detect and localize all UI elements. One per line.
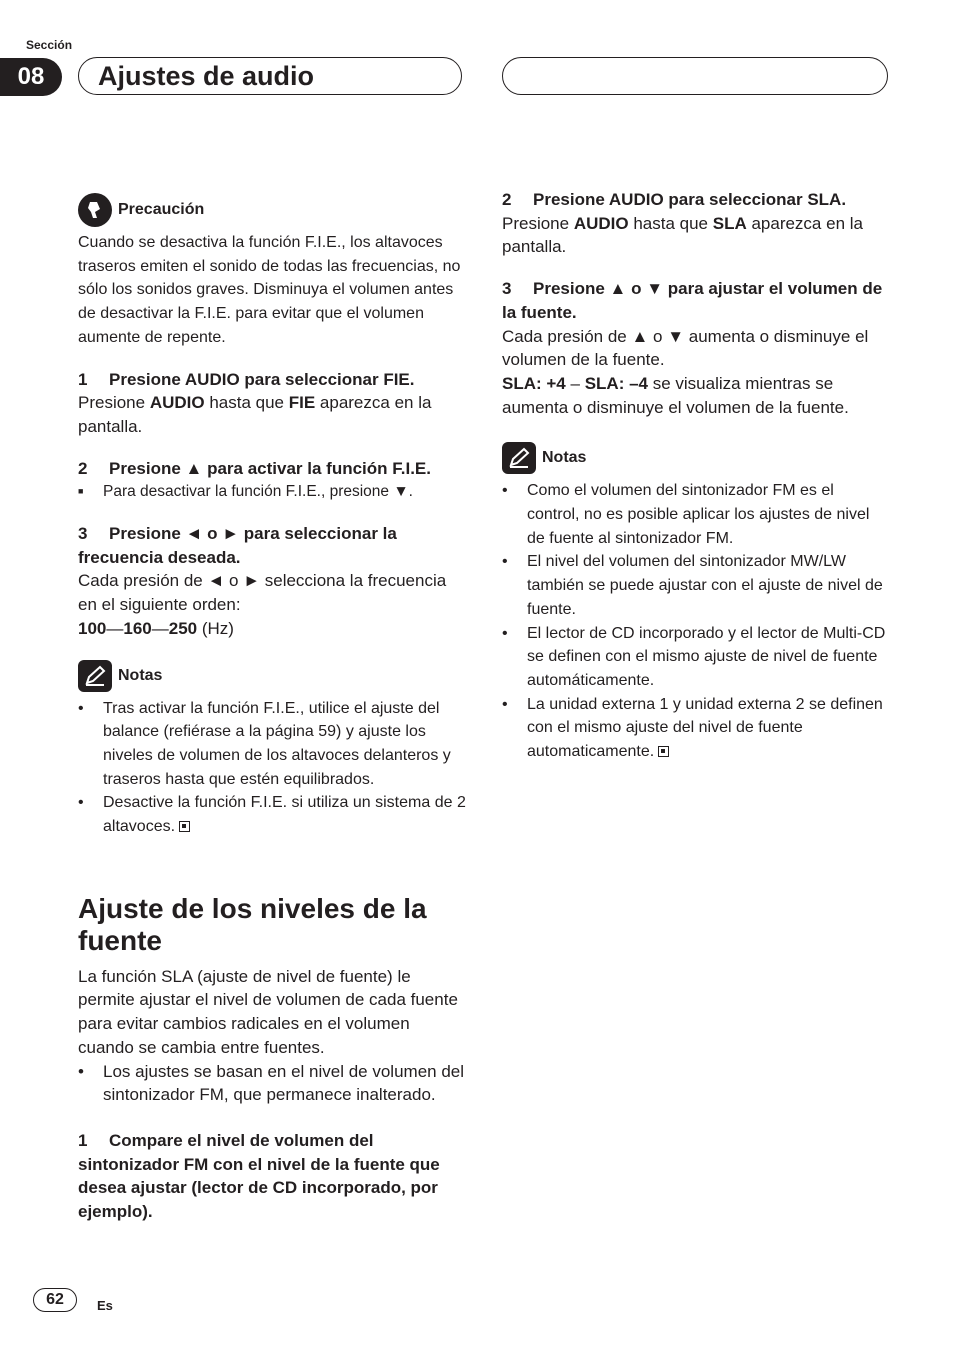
page-title: Ajustes de audio — [98, 61, 315, 91]
sla-step-2-title: 2 Presione AUDIO para seleccionar SLA. — [502, 190, 847, 209]
left-column — [78, 193, 466, 1224]
section-number-badge: 08 — [0, 58, 62, 96]
page-number: 62 — [33, 1288, 77, 1312]
list-item: • Tras activar la función F.I.E., utilice el ajuste del balance (refiérase a la página 59) y ajuste los niveles de volumen de los altavoces delanteros y traseros hasta que estén equilibrados. — [78, 697, 466, 792]
list-item: • La unidad externa 1 y unidad externa 2 se definen con el mismo ajuste del nivel de fuente automaticamente. — [502, 693, 890, 764]
sla-step-3-display: SLA: +4 – SLA: –4 se visualiza mientras se aumenta o disminuye el volumen de la fuente. — [502, 373, 849, 417]
caution-icon — [78, 193, 112, 227]
list-item: • El nivel del volumen del sintonizador MW/LW también se puede ajustar con el ajuste de nivel de fuente. — [502, 550, 890, 621]
blank-title-frame — [502, 57, 888, 95]
frequency-sequence: 100—160—250 (Hz) — [78, 618, 234, 638]
list-item: • Como el volumen del sintonizador FM es el control, no es posible aplicar los ajustes de nivel de fuente al sintonizador FM. — [502, 479, 890, 550]
step-1-text: Presione AUDIO hasta que FIE aparezca en la pantalla. — [78, 393, 432, 436]
list-item: • Desactive la función F.I.E. si utiliza un sistema de 2 altavoces. — [78, 791, 466, 838]
intro-text: La función SLA (ajuste de nivel de fuente) le permite ajustar el nivel de volumen de cada fuente para evitar cambios radicales en el volumen cuando se cambia entre fuentes. — [78, 966, 458, 1057]
caution-title: Precaución — [118, 201, 205, 219]
step-3-title: 3 Presione ◄ o ► para seleccionar la frecuencia deseada. — [78, 524, 397, 567]
end-mark-icon — [658, 746, 669, 757]
notes-header — [502, 441, 890, 475]
sla-step-3-title: 3 Presione ▲ o ▼ para ajustar el volumen de la fuente. — [502, 279, 883, 322]
pencil-icon — [502, 442, 536, 474]
list-item: • Los ajustes se basan en el nivel de volumen del sintonizador FM, que permanece inalterado. — [78, 1060, 466, 1107]
notes-list — [78, 697, 466, 839]
notes-list — [502, 479, 890, 763]
section-heading: Ajuste de los niveles de la fuente — [78, 892, 427, 956]
sla-step-2-text: Presione AUDIO hasta que SLA aparezca en la pantalla. — [502, 213, 863, 257]
step-1-title: 1 Presione AUDIO para seleccionar FIE. — [78, 369, 415, 389]
list-item: ■ Para desactivar la función F.I.E., presione ▼. — [78, 480, 466, 504]
notes-title: Notas — [542, 449, 587, 467]
language-code: Es — [97, 1298, 113, 1313]
intro-list — [78, 1060, 466, 1107]
list-item: • El lector de CD incorporado y el lector de Multi-CD se definen con el mismo ajuste de nivel de fuente automáticamente. — [502, 622, 890, 693]
pencil-icon — [78, 660, 112, 692]
sla-step-3-text: Cada presión de ▲ o ▼ aumenta o disminuye el volumen de la fuente. — [502, 326, 869, 370]
step-2-list — [78, 480, 466, 504]
caution-header — [78, 193, 466, 227]
step-2-title: 2 Presione ▲ para activar la función F.I.E. — [78, 458, 431, 478]
section-label: Sección — [26, 38, 73, 52]
sla-step-1-title: 1 Compare el nivel de volumen del sintonizador FM con el nivel de la fuente que desea ajustar (lector de CD incorporado, por ejemplo). — [78, 1130, 440, 1222]
step-3-text: Cada presión de ◄ o ► selecciona la frecuencia en el siguiente orden: — [78, 571, 447, 615]
right-column — [502, 188, 890, 764]
end-mark-icon — [179, 821, 190, 832]
notes-header — [78, 659, 466, 693]
caution-text: Cuando se desactiva la función F.I.E., los altavoces traseros emiten el sonido de todas las frecuencias, no sólo los sonidos graves. Disminuya el volumen antes de desactivar la F.I.E. para evitar que el volumen aumente de repente. — [78, 234, 461, 346]
notes-title: Notas — [118, 666, 163, 684]
